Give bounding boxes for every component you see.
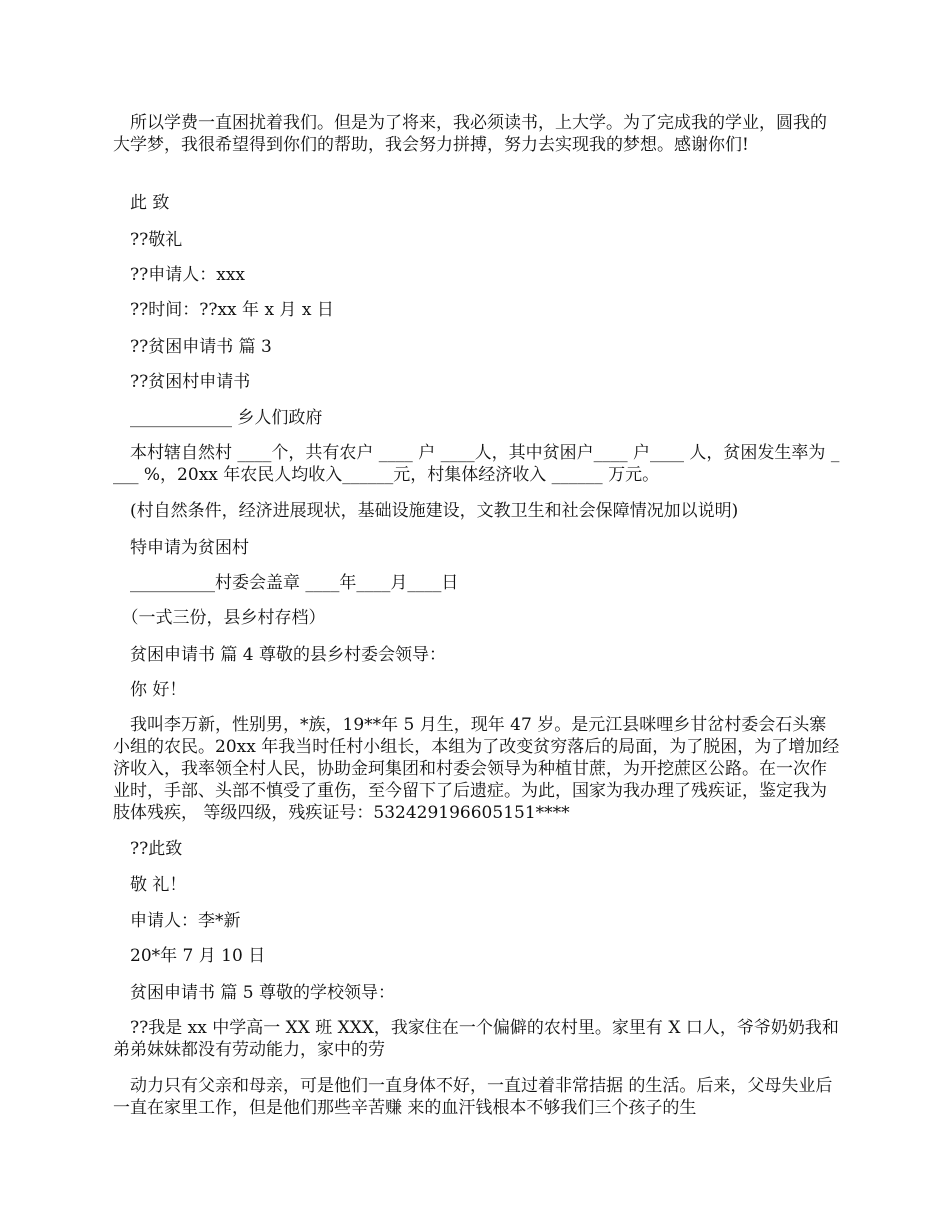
paragraph-cizhi: ??此致 — [113, 839, 183, 859]
paragraph-date-li: 20*年 7 月 10 日 — [113, 946, 266, 966]
paragraph-li-story: 我叫李万新，性别男，*族，19**年 5 月生，现年 47 岁。是元江县咪哩乡甘岔村委会石头寨小组的农民。20xx 年我当时任村小组长，本组为了改变贫穷落后的局面，为了脱困，为了增加经济收入，我率领全村人民，协助金珂集团和村委会领导为种植甘蔗，为开挖蔗区公路。在一次作业时，手部、头部不慎受了重伤，至今留下了后遗症。为此，国家为我办理了残疾证，鉴定我为肢体残疾， 等级四级，残疾证号：532429196605151**** — [113, 715, 840, 823]
section-heading-3: ??贫困申请书 篇 3 — [113, 337, 272, 357]
paragraph-village-note: (村自然条件，经济进展现状，基础设施建设，文教卫生和社会保障情况加以说明) — [113, 501, 739, 521]
paragraph-greeting: 你 好！ — [113, 680, 187, 700]
paragraph-jingli: 敬 礼！ — [113, 875, 187, 895]
paragraph-village-stats: 本村辖自然村 ____个，共有农户 ____ 户 ____人，其中贫困户____ 户____ 人，贫困发生率为 ____ %，20xx 年农民人均收入______元，村集体经济收入 ______ 万元。 — [113, 443, 840, 485]
paragraph-tuition: 所以学费一直困扰着我们。但是为了将来，我必须读书，上大学。为了完成我的学业，圆我的大学梦，我很希望得到你们的帮助，我会努力拼搏，努力去实现我的梦想。感谢你们! — [113, 113, 827, 155]
paragraph-date: ??时间：??xx 年 x 月 x 日 — [113, 300, 334, 320]
paragraph-village-title: ??贫困村申请书 — [113, 372, 251, 392]
section-heading-4: 贫困申请书 篇 4 尊敬的县乡村委会领导： — [113, 645, 447, 665]
paragraph-student-intro: ??我是 xx 中学高一 XX 班 XXX，我家住在一个偏僻的农村里。家里有 X 口人，爷爷奶奶我和弟弟妹妹都没有劳动能力，家中的劳 — [113, 1018, 839, 1060]
paragraph-applicant: ??申请人：xxx — [113, 265, 245, 285]
paragraph-township-government: ____________ 乡人们政府 — [113, 408, 323, 428]
paragraph-regards: ??敬礼 — [113, 230, 183, 250]
paragraph-seal: __________村委会盖章 ____年____月____日 — [113, 573, 459, 593]
section-heading-5: 贫困申请书 篇 5 尊敬的学校领导： — [113, 983, 396, 1003]
paragraph-salutation: 此 致 — [113, 193, 170, 213]
paragraph-request: 特申请为贫困村 — [113, 538, 249, 558]
paragraph-copies: （一式三份，县乡村存档） — [113, 608, 326, 628]
paragraph-applicant-li: 申请人：李*新 — [113, 911, 241, 931]
paragraph-parents: 动力只有父亲和母亲，可是他们一直身体不好，一直过着非常拮据 的生活。后来，父母失业后一直在家里工作，但是他们那些辛苦赚 来的血汗钱根本不够我们三个孩子的生 — [113, 1076, 833, 1118]
